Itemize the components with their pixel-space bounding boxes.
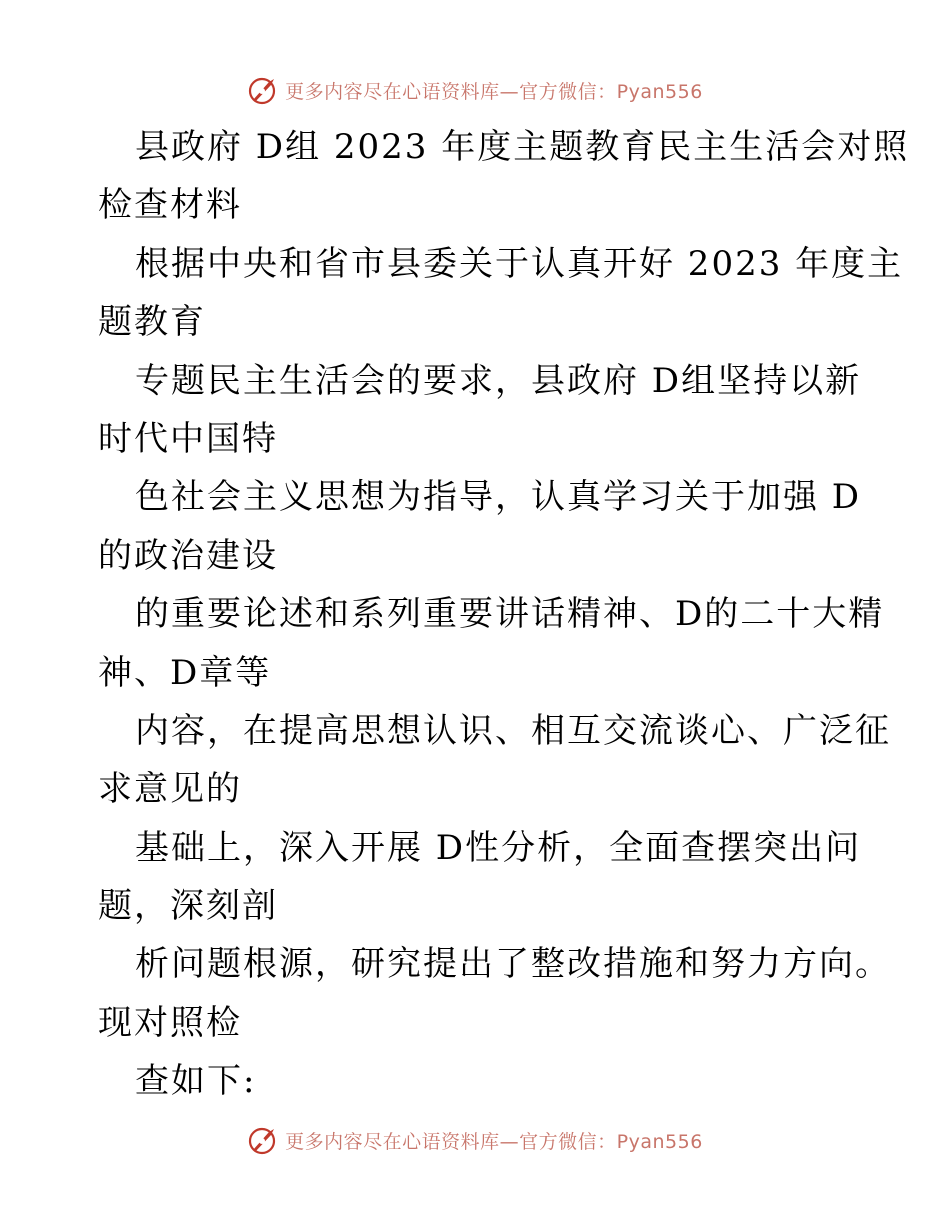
document-body [98,118,910,1111]
paragraph-line: 专题民主生活会的要求，县政府 D组坚持以新 [135,360,862,401]
title-line-1: 县政府 D组 2023 年度主题教育民主生活会对照 [135,127,910,167]
paragraph-line: 时代中国特 [98,418,278,459]
footer-watermark [0,1122,950,1158]
paragraph-line: 内容，在提高思想认识、相互交流谈心、广泛征 [135,710,891,751]
paragraph-line: 基础上，深入开展 D性分析，全面查摆突出问 [135,827,862,868]
paragraph-line: 析问题根源，研究提出了整改措施和努力方向。 [135,944,891,985]
paragraph-line: 题，深刻剖 [98,886,278,927]
header-watermark [0,72,950,108]
paragraph-line: 求意见的 [98,769,242,810]
pen-logo-icon [247,74,279,106]
watermark-text: 更多内容尽在心语资料库—官方微信：Pyan556 [285,80,703,103]
paragraph-line: 根据中央和省市县委关于认真开好 2023 年度主 [135,243,904,284]
paragraph-line: 的政治建设 [98,535,278,576]
watermark-text: 更多内容尽在心语资料库—官方微信：Pyan556 [285,1130,703,1153]
paragraph-line: 神、D章等 [98,652,272,693]
paragraph-line: 色社会主义思想为指导，认真学习关于加强 D [135,477,862,518]
pen-logo-icon [247,1124,279,1156]
paragraph-line: 查如下: [135,1061,257,1102]
paragraph-line: 题教育 [98,302,206,343]
paragraph-line: 的重要论述和系列重要讲话精神、D的二十大精 [135,594,885,635]
title-line-2: 检查材料 [98,185,242,226]
paragraph-line: 现对照检 [98,1002,242,1043]
